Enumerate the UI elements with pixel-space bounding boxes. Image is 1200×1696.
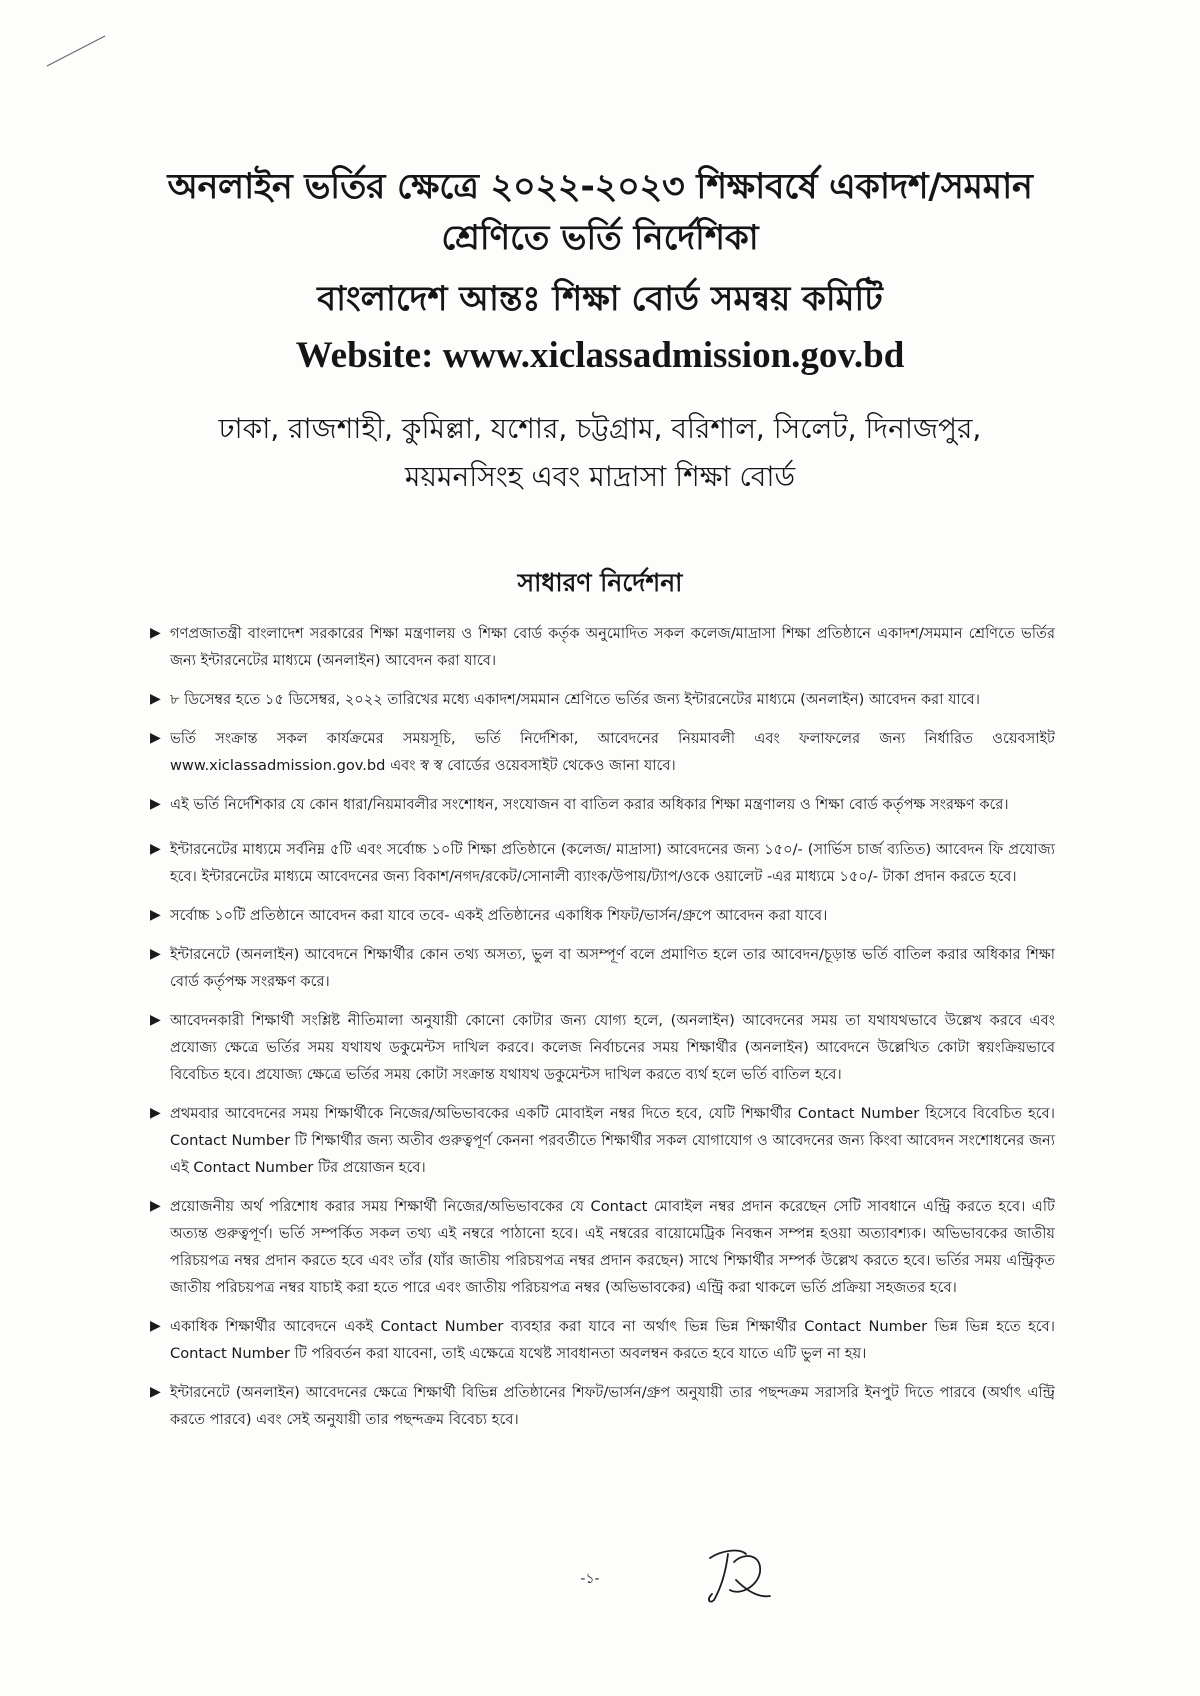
triangle-bullet-icon: ▶ — [150, 730, 161, 746]
triangle-bullet-icon: ▶ — [150, 1012, 161, 1028]
triangle-bullet-icon: ▶ — [150, 907, 161, 923]
triangle-bullet-icon: ▶ — [150, 796, 161, 812]
section-heading: সাধারণ নির্দেশনা — [517, 568, 683, 597]
boards-line1: ঢাকা, রাজশাহী, কুমিল্লা, যশোর, চট্টগ্রাম, বরিশাল, সিলেট, দিনাজপুর, — [218, 412, 982, 445]
instruction-text: ৮ ডিসেম্বর হতে ১৫ ডিসেম্বর, ২০২২ তারিখের মধ্যে একাদশ/সমমান শ্রেণিতে ভর্তির জন্য ইন্টারনেটের মাধ্যমে (অনলাইন) আবেদন করা যাবে। — [170, 691, 980, 708]
instruction-text: আবেদনকারী শিক্ষার্থী সংশ্লিষ্ট নীতিমালা অনুযায়ী কোনো কোটার জন্য যোগ্য হলে, (অনলাইন) আবেদনের সময় তা যথাযথভাবে উল্লেখ করবে এবং প্রযোজ্য ক্ষেত্রে ভর্তির সময় যথাযথ ডকুমেন্টস দাখিল করবে। কলেজ নির্বাচনের সময় শিক্ষার্থীর (অনলাইন) আবেদনে উল্লেখিত কোটা স্বয়ংক্রিয়ভাবে বিবেচিত হবে। প্রযোজ্য ক্ষেত্রে ভর্তির সময় কোটা সংক্রান্ত যথাযথ ডকুমেন্টস দাখিল করতে ব্যর্থ হলে ভর্তি বাতিল হবে। — [170, 1012, 1055, 1083]
instruction-text: ইন্টারনেটে (অনলাইন) আবেদনে শিক্ষার্থীর কোন তথ্য অসত্য, ভুল বা অসম্পূর্ণ বলে প্রমাণিত হলে তার আবেদন/চূড়ান্ত ভর্তি বাতিল করার অধিকার শিক্ষা বোর্ড কর্তৃপক্ষ সংরক্ষণ করে। — [170, 946, 1056, 990]
instruction-text: ইন্টারনেটের মাধ্যমে সর্বনিম্ন ৫টি এবং সর্বোচ্চ ১০টি শিক্ষা প্রতিষ্ঠানে (কলেজ/ মাদ্রাসা) আবেদনের জন্য ১৫০/- (সার্ভিস চার্জ ব্যতিত) আবেদন ফি প্রযোজ্য হবে। ইন্টারনেটের মাধ্যমে আবেদনের জন্য বিকাশ/নগদ/রকেট/সোনালী ব্যাংক/উপায়/ট্যাপ/ওকে ওয়ালেট -এর মাধ্যমে ১৫০/- টাকা প্রদান করতে হবে। — [170, 841, 1055, 885]
boards-list — [130, 405, 1070, 501]
triangle-bullet-icon: ▶ — [150, 1384, 161, 1400]
document-title-line2: শ্রেণিতে ভর্তি নির্দেশিকা — [441, 218, 759, 258]
instruction-item — [150, 620, 1055, 674]
instruction-text: ভর্তি সংক্রান্ত সকল কার্যক্রমের সময়সূচি, ভর্তি নির্দেশিকা, আবেদনের নিয়মাবলী এবং ফলাফলের জন্য নির্ধারিত ওয়েবসাইট www.xiclassadmission.gov.bd এবং স্ব স্ব বোর্ডের ওয়েবসাইট থেকেও জানা যাবে। — [170, 730, 1055, 774]
instruction-text: সর্বোচ্চ ১০টি প্রতিষ্ঠানে আবেদন করা যাবে তবে- একই প্রতিষ্ঠানের একাধিক শিফট/ভার্সন/গ্রুপে আবেদন করা যাবে। — [170, 907, 828, 924]
instruction-item — [150, 686, 1055, 713]
instruction-item — [150, 1007, 1055, 1088]
instruction-item — [150, 1379, 1055, 1433]
instruction-text: গণপ্রজাতন্ত্রী বাংলাদেশ সরকারের শিক্ষা মন্ত্রণালয় ও শিক্ষা বোর্ড কর্তৃক অনুমোদিত সকল কলেজ/মাদ্রাসা শিক্ষা প্রতিষ্ঠানে একাদশ/সমমান শ্রেণিতে ভর্তির জন্য ইন্টারনেটের মাধ্যমে (অনলাইন) আবেদন করা যাবে। — [170, 625, 1055, 669]
instruction-item — [150, 1100, 1055, 1181]
instruction-text: প্রথমবার আবেদনের সময় শিক্ষার্থীকে নিজের/অভিভাবকের একটি মোবাইল নম্বর দিতে হবে, যেটি শিক্ষার্থীর Contact Number হিসেবে বিবেচিত হবে। Contact Number টি শিক্ষার্থীর জন্য অতীব গুরুত্বপূর্ণ কেননা পরবর্তীতে শিক্ষার্থীর সকল যোগাযোগ ও আবেদনের জন্য কিংবা আবেদন সংশোধনের জন্য এই Contact Number টির প্রয়োজন হবে। — [170, 1105, 1055, 1176]
instruction-item — [150, 791, 1055, 818]
instruction-item — [150, 941, 1055, 995]
triangle-bullet-icon: ▶ — [150, 1198, 161, 1214]
instruction-text: ইন্টারনেটে (অনলাইন) আবেদনের ক্ষেত্রে শিক্ষার্থী বিভিন্ন প্রতিষ্ঠানের শিফট/ভার্সন/গ্রুপ অনুযায়ী তার পছন্দক্রম সরাসরি ইনপুট দিতে পারবে (অর্থাৎ এন্ট্রি করতে পারবে) এবং সেই অনুযায়ী তার পছন্দক্রম বিবেচ্য হবে। — [170, 1384, 1055, 1428]
instruction-text: একাধিক শিক্ষার্থীর আবেদনে একই Contact Number ব্যবহার করা যাবে না অর্থাৎ ভিন্ন ভিন্ন শিক্ষার্থীর Contact Number ভিন্ন ভিন্ন হতে হবে। Contact Number টি পরিবর্তন করা যাবেনা, তাই এক্ষেত্রে যথেষ্ট সাবধানতা অবলম্বন করতে হবে যাতে এটি ভুল না হয়। — [170, 1318, 1055, 1362]
triangle-bullet-icon: ▶ — [150, 691, 161, 707]
page-number: -১- — [580, 1571, 600, 1587]
committee-title: বাংলাদেশ আন্তঃ শিক্ষা বোর্ড সমন্বয় কমিটি — [317, 279, 883, 319]
website-line: Website: www.xiclassadmission.gov.bd — [295, 335, 905, 376]
stray-pen-mark — [45, 30, 115, 70]
instruction-text: প্রয়োজনীয় অর্থ পরিশোধ করার সময় শিক্ষার্থী নিজের/অভিভাবকের যে Contact মোবাইল নম্বর প্রদান করেছেন সেটি সাবধানে এন্ট্রি করতে হবে। এটি অত্যন্ত গুরুত্বপূর্ণ। ভর্তি সম্পর্কিত সকল তথ্য এই নম্বরে পাঠানো হবে। এই নম্বরের বায়োমেট্রিক নিবন্ধন সম্পন্ন হওয়া অত্যাবশ্যক। অভিভাবকের জাতীয় পরিচয়পত্র নম্বর প্রদান করতে হবে এবং তাঁর (যাঁর জাতীয় পরিচয়পত্র নম্বর প্রদান করছেন) সাথে শিক্ষার্থীর সম্পর্ক উল্লেখ করতে হবে। ভর্তির সময় এন্ট্রিকৃত জাতীয় পরিচয়পত্র নম্বর যাচাই করা হতে পারে এবং জাতীয় পরিচয়পত্র নম্বর (অভিভাবকের) এন্ট্রি করা থাকলে ভর্তি প্রক্রিয়া সহজতর হবে। — [170, 1198, 1055, 1296]
triangle-bullet-icon: ▶ — [150, 625, 161, 641]
boards-line2: ময়মনসিংহ এবং মাদ্রাসা শিক্ষা বোর্ড — [404, 460, 796, 493]
document-title-line1: অনলাইন ভর্তির ক্ষেত্রে ২০২২-২০২৩ শিক্ষাবর্ষে একাদশ/সমমান — [167, 167, 1033, 207]
instruction-item — [150, 836, 1055, 890]
signature-image — [700, 1540, 780, 1610]
triangle-bullet-icon: ▶ — [150, 1105, 161, 1121]
instruction-item — [150, 902, 1055, 929]
instruction-item — [150, 1313, 1055, 1367]
triangle-bullet-icon: ▶ — [150, 1318, 161, 1334]
instruction-item — [150, 1193, 1055, 1301]
instruction-item — [150, 725, 1055, 779]
triangle-bullet-icon: ▶ — [150, 946, 161, 962]
triangle-bullet-icon: ▶ — [150, 841, 161, 857]
instruction-list — [150, 620, 1055, 1445]
instruction-text: এই ভর্তি নির্দেশিকার যে কোন ধারা/নিয়মাবলীর সংশোধন, সংযোজন বা বাতিল করার অধিকার শিক্ষা মন্ত্রণালয় ও শিক্ষা বোর্ড কর্তৃপক্ষ সংরক্ষণ করে। — [170, 796, 1009, 813]
